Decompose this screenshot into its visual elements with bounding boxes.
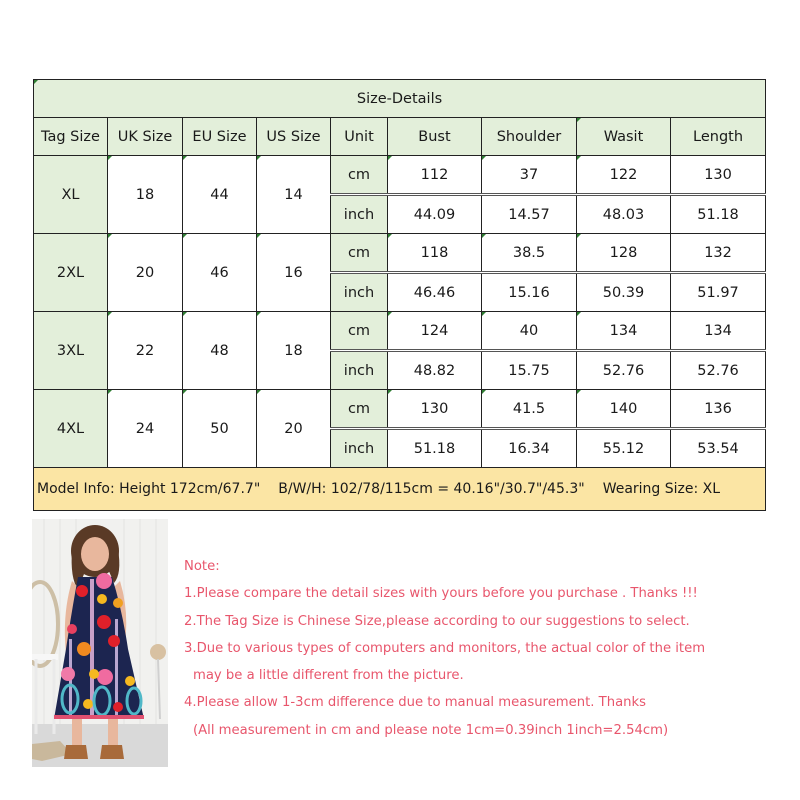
- waist-cell: 122: [577, 156, 671, 195]
- us-size-cell: 14: [257, 156, 331, 234]
- shoulder-cell: 38.5: [482, 234, 577, 273]
- unit-cell: inch: [331, 273, 388, 312]
- header-uk-size: UK Size: [108, 118, 183, 156]
- uk-size-cell: 24: [108, 390, 183, 468]
- unit-cell: cm: [331, 156, 388, 195]
- uk-size-cell: 22: [108, 312, 183, 390]
- length-cell: 52.76: [671, 351, 766, 390]
- model-bwh: B/W/H: 102/78/115cm = 40.16"/30.7"/45.3": [278, 481, 585, 497]
- table-row: [34, 156, 766, 195]
- header-us-size: US Size: [257, 118, 331, 156]
- bust-cell: 46.46: [388, 273, 482, 312]
- length-cell: 130: [671, 156, 766, 195]
- tag-size-cell: XL: [34, 156, 108, 234]
- note-line: may be a little different from the picture.: [193, 668, 464, 684]
- bust-cell: 112: [388, 156, 482, 195]
- bust-cell: 51.18: [388, 429, 482, 468]
- shoulder-cell: 37: [482, 156, 577, 195]
- size-chart: [33, 79, 765, 511]
- shoulder-cell: 40: [482, 312, 577, 351]
- table-row: [34, 390, 766, 429]
- waist-cell: 50.39: [577, 273, 671, 312]
- unit-cell: cm: [331, 234, 388, 273]
- note-line: 3.Due to various types of computers and monitors, the actual color of the item: [184, 640, 706, 656]
- table-row: [34, 312, 766, 351]
- waist-cell: 134: [577, 312, 671, 351]
- eu-size-cell: 44: [183, 156, 257, 234]
- us-size-cell: 18: [257, 312, 331, 390]
- note-line: (All measurement in cm and please note 1cm=0.39inch 1inch=2.54cm): [193, 722, 669, 738]
- shoulder-cell: 15.16: [482, 273, 577, 312]
- waist-cell: 128: [577, 234, 671, 273]
- eu-size-cell: 48: [183, 312, 257, 390]
- us-size-cell: 20: [257, 390, 331, 468]
- uk-size-cell: 18: [108, 156, 183, 234]
- model-height: Model Info: Height 172cm/67.7": [37, 481, 261, 497]
- length-cell: 53.54: [671, 429, 766, 468]
- bust-cell: 48.82: [388, 351, 482, 390]
- size-details-table: [33, 79, 766, 511]
- waist-cell: 140: [577, 390, 671, 429]
- model-dress-illustration: [32, 519, 168, 767]
- unit-cell: inch: [331, 195, 388, 234]
- table-title: Size-Details: [34, 80, 766, 118]
- eu-size-cell: 46: [183, 234, 257, 312]
- header-waist: Wasit: [577, 118, 671, 156]
- notes-section: [184, 553, 705, 744]
- header-shoulder: Shoulder: [482, 118, 577, 156]
- uk-size-cell: 20: [108, 234, 183, 312]
- shoulder-cell: 14.57: [482, 195, 577, 234]
- header-tag-size: Tag Size: [34, 118, 108, 156]
- notes-heading: Note:: [184, 559, 220, 574]
- model-info: [34, 468, 766, 511]
- unit-cell: inch: [331, 351, 388, 390]
- header-unit: Unit: [331, 118, 388, 156]
- shoulder-cell: 41.5: [482, 390, 577, 429]
- header-eu-size: EU Size: [183, 118, 257, 156]
- bust-cell: 118: [388, 234, 482, 273]
- waist-cell: 48.03: [577, 195, 671, 234]
- tag-size-cell: 4XL: [34, 390, 108, 468]
- unit-cell: cm: [331, 390, 388, 429]
- eu-size-cell: 50: [183, 390, 257, 468]
- table-row: [34, 234, 766, 273]
- bust-cell: 44.09: [388, 195, 482, 234]
- length-cell: 51.18: [671, 195, 766, 234]
- us-size-cell: 16: [257, 234, 331, 312]
- header-length: Length: [671, 118, 766, 156]
- tag-size-cell: 3XL: [34, 312, 108, 390]
- bust-cell: 130: [388, 390, 482, 429]
- shoulder-cell: 15.75: [482, 351, 577, 390]
- note-line: 4.Please allow 1-3cm difference due to manual measurement. Thanks: [184, 695, 647, 711]
- model-wearing-size: Wearing Size: XL: [602, 481, 721, 497]
- unit-cell: inch: [331, 429, 388, 468]
- product-photo: [32, 519, 168, 767]
- waist-cell: 55.12: [577, 429, 671, 468]
- length-cell: 51.97: [671, 273, 766, 312]
- unit-cell: cm: [331, 312, 388, 351]
- length-cell: 136: [671, 390, 766, 429]
- note-line: 1.Please compare the detail sizes with yours before you purchase . Thanks !!!: [184, 586, 698, 602]
- model-info-row: [34, 468, 766, 511]
- header-bust: Bust: [388, 118, 482, 156]
- note-line: 2.The Tag Size is Chinese Size,please according to our suggestions to select.: [184, 613, 690, 629]
- tag-size-cell: 2XL: [34, 234, 108, 312]
- length-cell: 132: [671, 234, 766, 273]
- length-cell: 134: [671, 312, 766, 351]
- shoulder-cell: 16.34: [482, 429, 577, 468]
- waist-cell: 52.76: [577, 351, 671, 390]
- header-row: [34, 118, 766, 156]
- bust-cell: 124: [388, 312, 482, 351]
